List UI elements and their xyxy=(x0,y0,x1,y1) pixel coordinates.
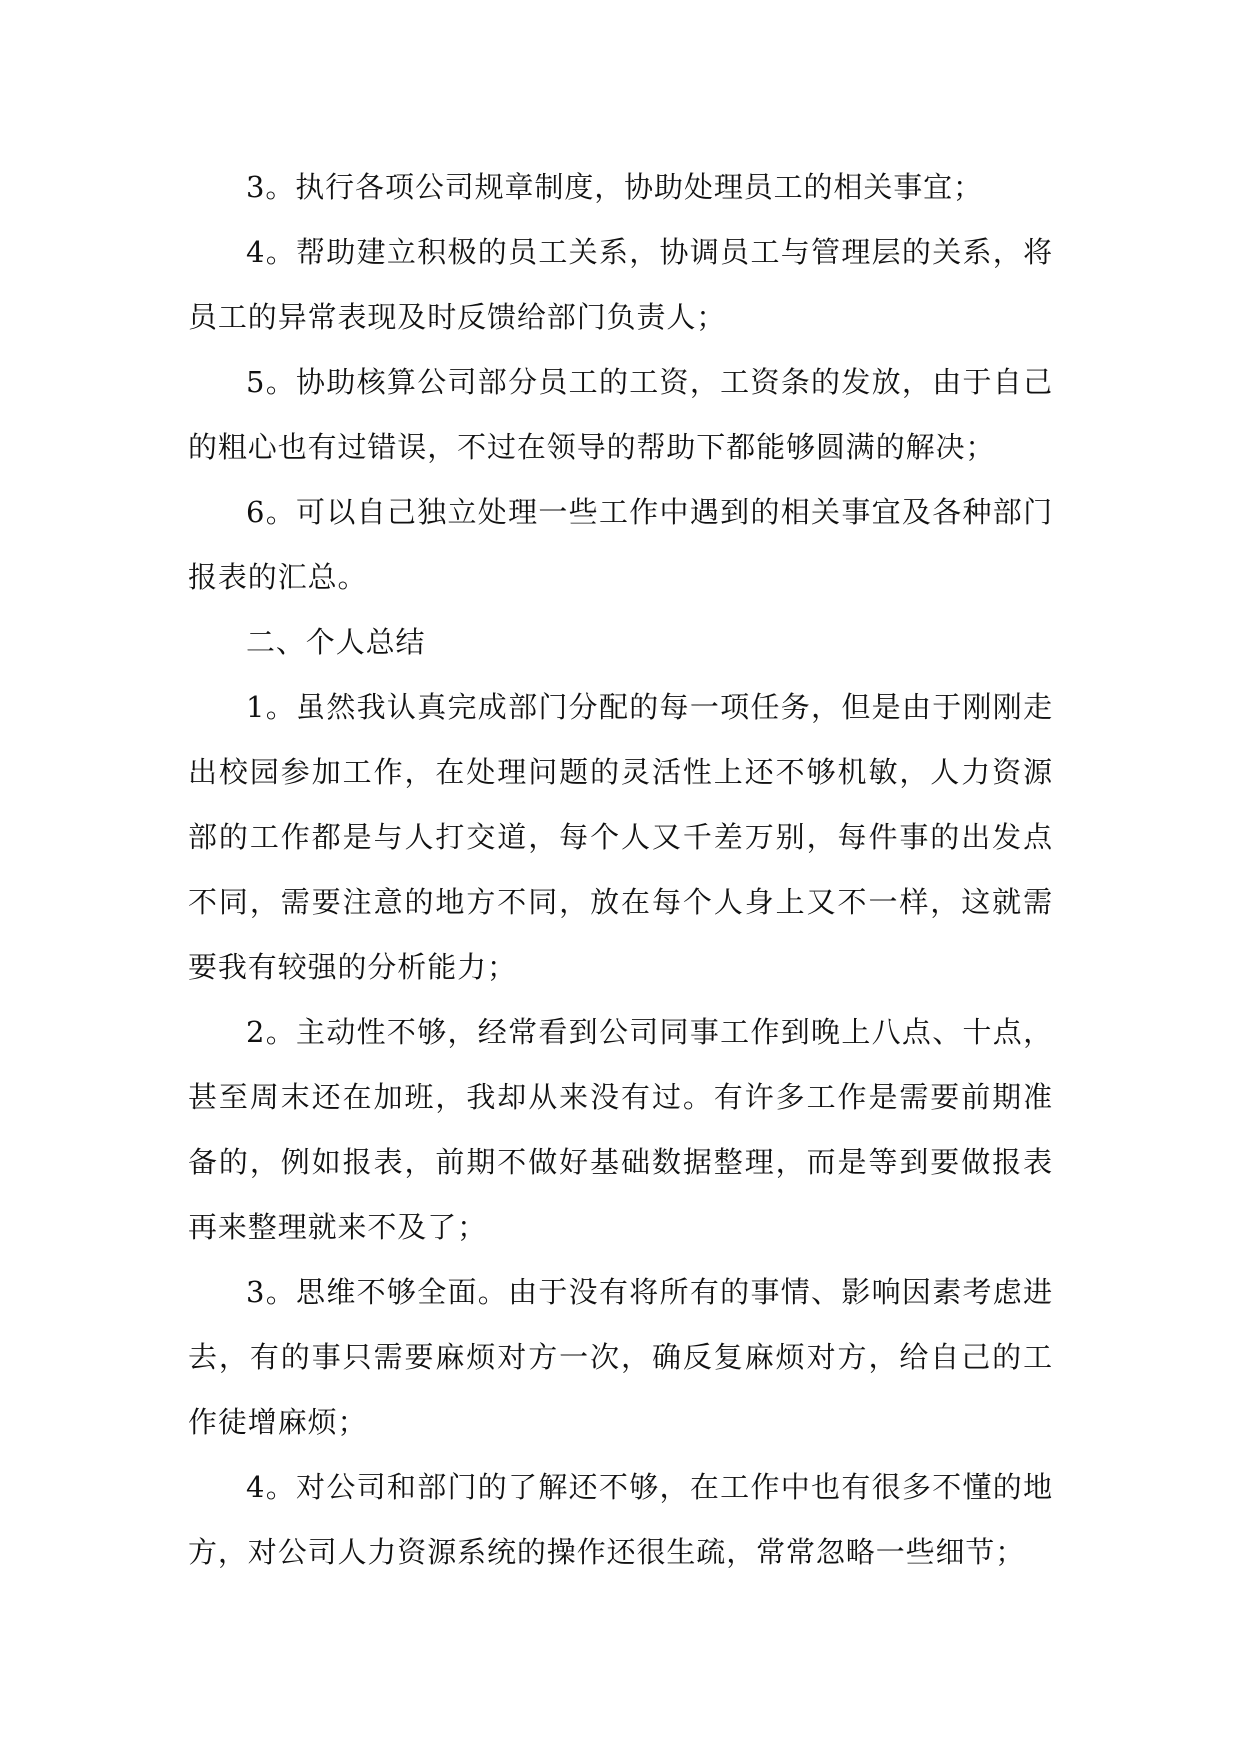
summary-item-2: 2。主动性不够，经常看到公司同事工作到晚上八点、十点，甚至周末还在加班，我却从来没有过。有许多工作是需要前期准备的，例如报表，前期不做好基础数据整理，而是等到要做报表再来整理就来不及了； xyxy=(188,1015,1053,1244)
document-body xyxy=(188,155,1053,1585)
paragraph-item-3: 3。执行各项公司规章制度，协助处理员工的相关事宜； xyxy=(246,170,983,204)
paragraph-item-5: 5。协助核算公司部分员工的工资，工资条的发放，由于自己的粗心也有过错误，不过在领导的帮助下都能够圆满的解决； xyxy=(188,365,1053,464)
paragraph-item-4: 4。帮助建立积极的员工关系，协调员工与管理层的关系，将员工的异常表现及时反馈给部门负责人； xyxy=(188,235,1053,334)
paragraph-item-6: 6。可以自己独立处理一些工作中遇到的相关事宜及各种部门报表的汇总。 xyxy=(188,495,1053,594)
summary-item-4: 4。对公司和部门的了解还不够，在工作中也有很多不懂的地方，对公司人力资源系统的操作还很生疏，常常忽略一些细节； xyxy=(188,1470,1053,1569)
summary-item-3: 3。思维不够全面。由于没有将所有的事情、影响因素考虑进去，有的事只需要麻烦对方一次，确反复麻烦对方，给自己的工作徒增麻烦； xyxy=(188,1275,1053,1439)
summary-item-1: 1。虽然我认真完成部门分配的每一项任务，但是由于刚刚走出校园参加工作，在处理问题的灵活性上还不够机敏，人力资源部的工作都是与人打交道，每个人又千差万别，每件事的出发点不同，需要注意的地方不同，放在每个人身上又不一样，这就需要我有较强的分析能力； xyxy=(188,690,1053,984)
section-heading-personal-summary: 二、个人总结 xyxy=(246,625,426,659)
